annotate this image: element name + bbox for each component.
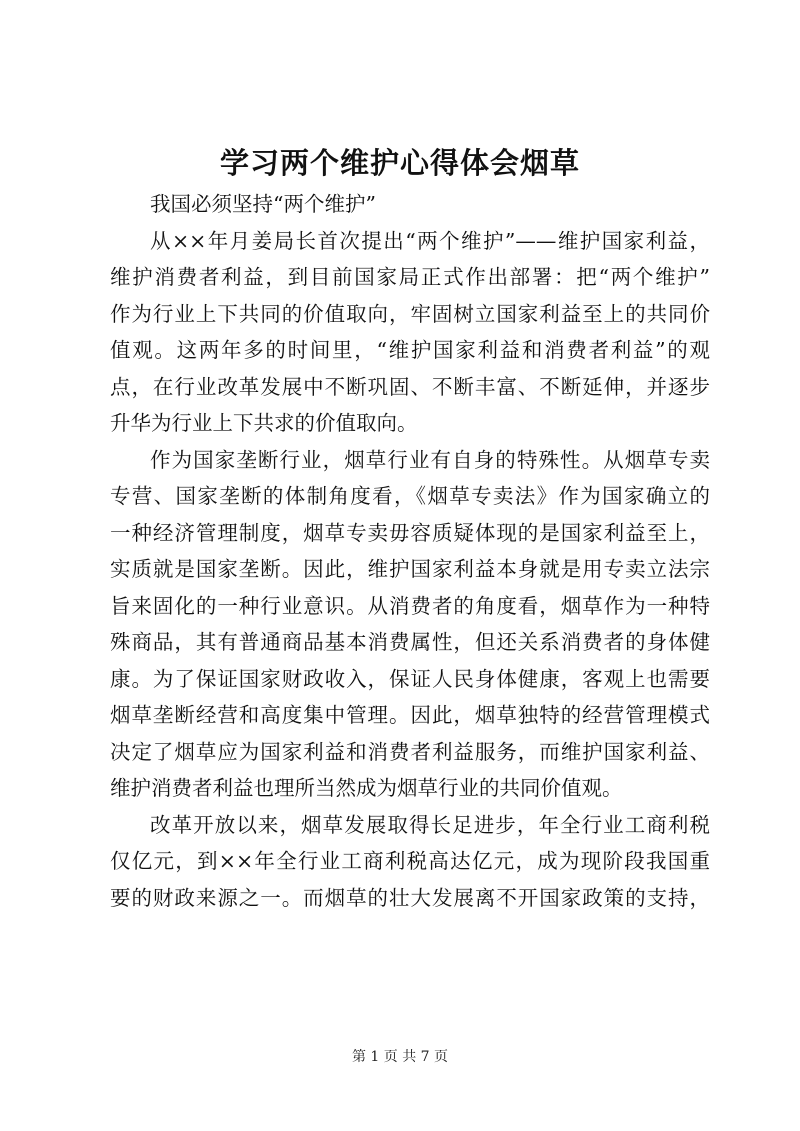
- paragraph-line: 专营、国家垄断的体制角度看，《烟草专卖法》作为国家确立的: [110, 484, 710, 508]
- paragraph-line: 要的财政来源之一。而烟草的壮大发展离不开国家政策的支持，: [110, 885, 710, 910]
- paragraph-line: 烟草垄断经营和高度集中管理。因此，烟草独特的经营管理模式: [110, 703, 710, 727]
- paragraph-line: 点，在行业改革发展中不断巩固、不断丰富、不断延伸，并逐步: [110, 374, 710, 399]
- paragraph-line: 改革开放以来，烟草发展取得长足进步，年全行业工商利税: [150, 812, 710, 837]
- paragraph-line: 值观。这两年多的时间里，“维护国家利益和消费者利益”的观: [110, 338, 710, 362]
- paragraph-line: 决定了烟草应为国家利益和消费者利益服务，而维护国家利益、: [110, 739, 710, 764]
- paragraph-line: 我国必须坚持“两个维护”: [150, 192, 376, 216]
- paragraph-line: 维护消费者利益，到目前国家局正式作出部署：把“两个维护”: [110, 265, 710, 289]
- paragraph-line: 实质就是国家垄断。因此，维护国家利益本身就是用专卖立法宗: [110, 557, 710, 581]
- paragraph-line: 维护消费者利益也理所当然成为烟草行业的共同价值观。: [110, 776, 623, 800]
- paragraph-line: 一种经济管理制度，烟草专卖毋容质疑体现的是国家利益至上，: [110, 520, 710, 545]
- paragraph-line: 作为行业上下共同的价值取向，牢固树立国家利益至上的共同价: [110, 301, 710, 326]
- paragraph-line: 旨来固化的一种行业意识。从消费者的角度看，烟草作为一种特: [110, 593, 710, 618]
- document-title: 学习两个维护心得体会烟草: [219, 146, 580, 180]
- paragraph-line: 康。为了保证国家财政收入，保证人民身体健康，客观上也需要: [110, 666, 710, 691]
- paragraph-line: 作为国家垄断行业，烟草行业有自身的特殊性。从烟草专卖: [150, 447, 710, 472]
- paragraph-line: 仅亿元，到××年全行业工商利税高达亿元，成为现阶段我国重: [110, 849, 710, 873]
- paragraph-line: 从××年月姜局长首次提出“两个维护”——维护国家利益，: [150, 228, 710, 253]
- paragraph-line: 升华为行业上下共求的价值取向。: [110, 411, 418, 435]
- page-footer: 第 1 页 共 7 页: [351, 1049, 449, 1065]
- document-body: [110, 186, 710, 916]
- paragraph-line: 殊商品，其有普通商品基本消费属性，但还关系消费者的身体健: [110, 630, 710, 654]
